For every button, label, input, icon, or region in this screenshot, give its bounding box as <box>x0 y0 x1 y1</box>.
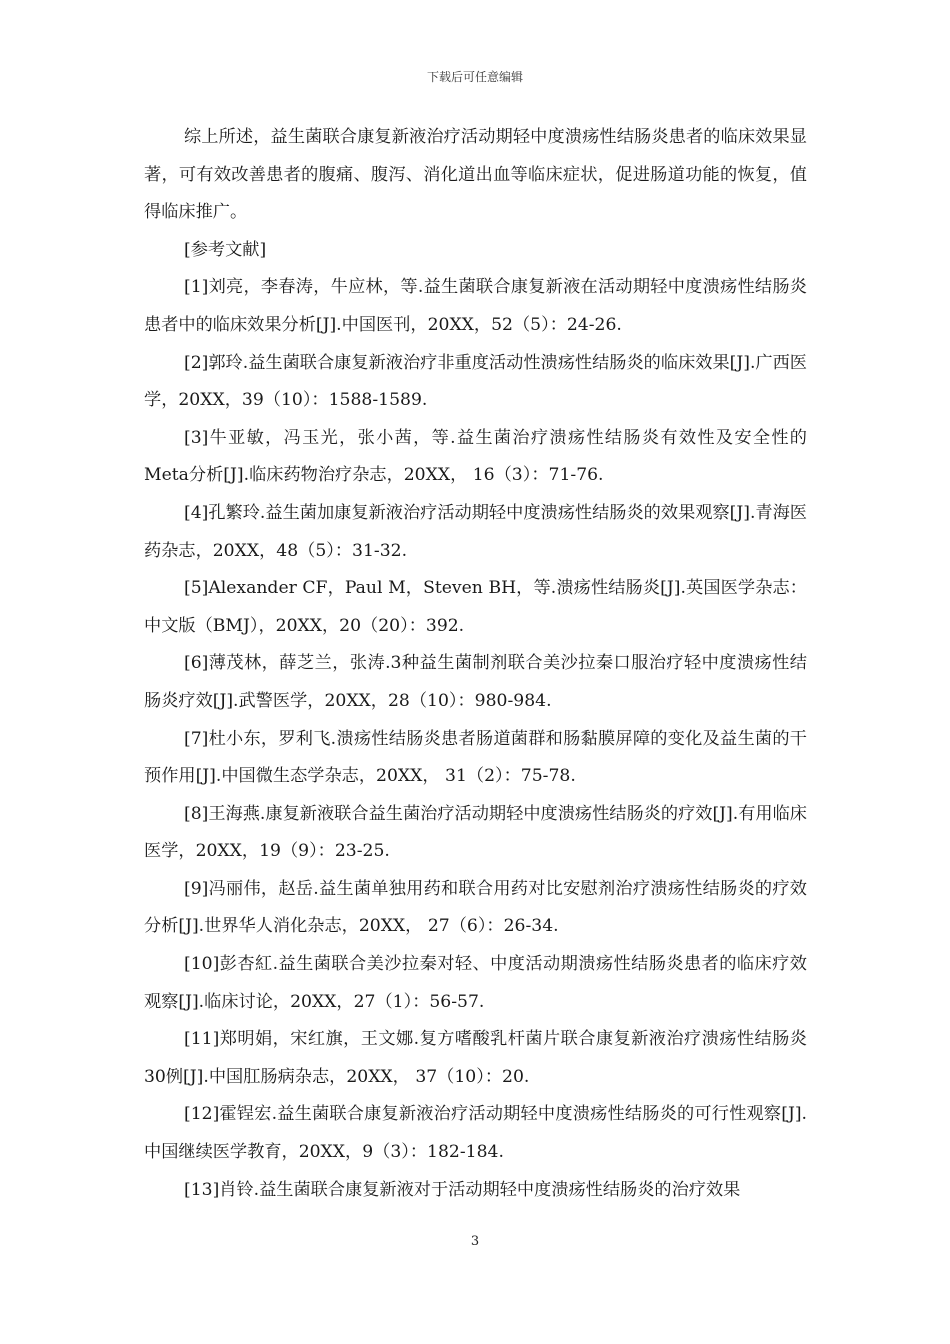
reference-item: [5]Alexander CF，Paul M，Steven BH，等.溃疡性结肠炎[J].英国医学杂志：中文版（BMJ），20XX，20（20）：392. <box>144 578 807 636</box>
reference-item: [4]孔繁玲.益生菌加康复新液治疗活动期轻中度溃疡性结肠炎的效果观察[J].青海医药杂志，20XX，48（5）：31-32. <box>144 502 807 561</box>
reference-item: [9]冯丽伟，赵岳.益生菌单独用药和联合用药对比安慰剂治疗溃疡性结肠炎的疗效分析[J].世界华人消化杂志，20XX， 27（6）：26-34. <box>144 878 807 937</box>
document-body <box>144 119 807 1209</box>
reference-item: [6]薄茂林，薛芝兰，张涛.3种益生菌制剂联合美沙拉秦口服治疗轻中度溃疡性结肠炎疗效[J].武警医学，20XX，28（10）：980-984. <box>144 653 807 711</box>
reference-item: [10]彭杏紅.益生菌联合美沙拉秦对轻、中度活动期溃疡性结肠炎患者的临床疗效观察[J].临床讨论，20XX，27（1）：56-57. <box>144 954 807 1012</box>
reference-item: [1]刘亮，李春涛，牛应林，等.益生菌联合康复新液在活动期轻中度溃疡性结肠炎患者中的临床效果分析[J].中国医刊，20XX，52（5）：24-26. <box>144 277 807 335</box>
header-note: 下载后可任意编辑 <box>426 70 523 84</box>
reference-item: [12]霍锃宏.益生菌联合康复新液治疗活动期轻中度溃疡性结肠炎的可行性观察[J].中国继续医学教育，20XX，9（3）：182-184. <box>144 1104 807 1163</box>
references-heading: [参考文献] <box>184 239 267 260</box>
page-number: 3 <box>470 1234 480 1249</box>
summary-paragraph: 综上所述，益生菌联合康复新液治疗活动期轻中度溃疡性结肠炎患者的临床效果显著，可有效改善患者的腹痛、腹泻、消化道出血等临床症状，促进肠道功能的恢复，值得临床推广。 <box>144 127 807 223</box>
reference-item: [8]王海燕.康复新液联合益生菌治疗活动期轻中度溃疡性结肠炎的疗效[J].有用临床医学，20XX，19（9）：23-25. <box>144 803 807 862</box>
reference-item: [3]牛亚敏，冯玉光，张小茜，等.益生菌治疗溃疡性结肠炎有效性及安全性的Meta分析[J].临床药物治疗杂志，20XX， 16（3）：71-76. <box>144 427 807 486</box>
reference-item: [11]郑明娟，宋红旗，王文娜.复方嗜酸乳杆菌片联合康复新液治疗溃疡性结肠炎30例[J].中国肛肠病杂志，20XX， 37（10）：20. <box>144 1029 807 1087</box>
reference-item: [7]杜小东，罗利飞.溃疡性结肠炎患者肠道菌群和肠黏膜屏障的变化及益生菌的干预作用[J].中国微生态学杂志，20XX， 31（2）：75-78. <box>144 728 807 787</box>
reference-item: [13]肖铃.益生菌联合康复新液对于活动期轻中度溃疡性结肠炎的治疗效果 <box>184 1179 741 1200</box>
reference-item: [2]郭玲.益生菌联合康复新液治疗非重度活动性溃疡性结肠炎的临床效果[J].广西医学，20XX，39（10）：1588-1589. <box>144 352 807 411</box>
